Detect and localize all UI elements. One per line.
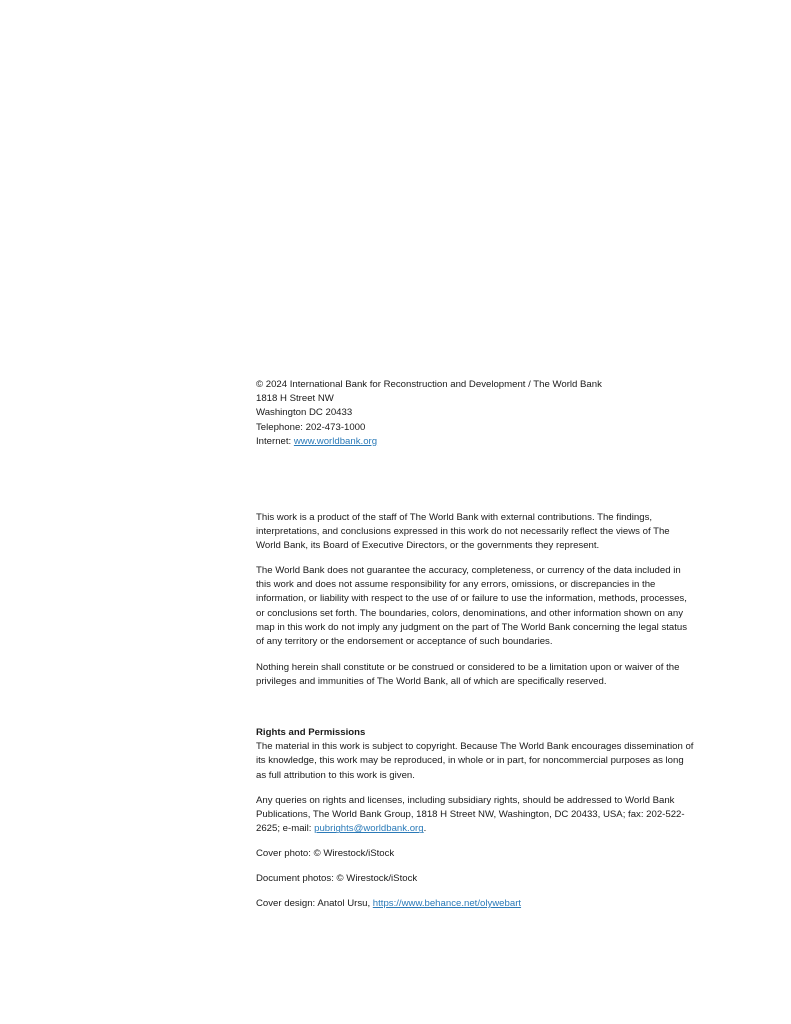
copyright-block	[256, 378, 694, 449]
cover-design-credit	[256, 897, 694, 911]
internet-line	[256, 435, 694, 449]
telephone-line: Telephone: 202-473-1000	[256, 421, 366, 433]
rights-queries-paragraph	[256, 794, 694, 837]
cover-photo-block	[256, 847, 694, 861]
rights-queries-end: .	[423, 823, 427, 835]
cover-photo-credit: Cover photo: © Wirestock/iStock	[256, 848, 395, 859]
worldbank-website-link[interactable]: www.worldbank.org	[293, 435, 378, 447]
internet-label: Internet:	[256, 435, 294, 447]
rights-queries-block	[256, 794, 694, 837]
cover-design-block	[256, 897, 694, 911]
rights-queries-text: Any queries on rights and licenses, including subsidiary rights, should be addressed to World Bank Publications, The World Bank Group, 1818 H Street NW, Washington, DC 20433, USA; fax: 202-522-2625; e-mail:	[256, 795, 685, 835]
address-city: Washington DC 20433	[256, 407, 353, 419]
disclaimer-para-1-block	[256, 511, 694, 554]
disclaimer-paragraph: The World Bank does not guarantee the accuracy, completeness, or currency of the data included in this work and does not assume responsibility for any errors, omissions, or discrepancies in the information, or liability with respect to the use of or failure to use the information, methods, processes, or conclusions set forth. The boundaries, colors, denominations, and other information shown on any map in this work do not imply any judgment on the part of The World Bank concerning the legal status of any territory or the endorsement or acceptance of such boundaries.	[256, 565, 688, 648]
rights-paragraph: The material in this work is subject to copyright. Because The World Bank encourages dissemination of its knowledge, this work may be reproduced, in whole or in part, for noncommercial purposes as long as full attribution to this work is given.	[256, 741, 694, 781]
disclaimer-paragraph: Nothing herein shall constitute or be construed or considered to be a limitation upon or waiver of the privileges and immunities of The World Bank, all of which are specifically reserved.	[256, 662, 680, 688]
rights-heading-block	[256, 726, 694, 783]
copyright-line: © 2024 International Bank for Reconstruction and Development / The World Bank	[256, 379, 602, 390]
document-photos-credit: Document photos: © Wirestock/iStock	[256, 873, 418, 884]
disclaimer-para-3-block	[256, 661, 694, 689]
address-street: 1818 H Street NW	[256, 393, 334, 405]
cover-design-label: Cover design: Anatol Ursu,	[256, 898, 373, 909]
behance-link[interactable]: https://www.behance.net/olywebart	[372, 898, 522, 909]
disclaimer-paragraph: This work is a product of the staff of The World Bank with external contributions. The findings, interpretations, and conclusions expressed in this work do not necessarily reflect the views of The World Bank, its Board of Executive Directors, or the governments they represent.	[256, 512, 670, 552]
pubrights-email-link[interactable]: pubrights@worldbank.org	[314, 823, 424, 835]
rights-heading: Rights and Permissions	[256, 727, 366, 738]
disclaimer-para-2-block	[256, 564, 694, 649]
document-photos-block	[256, 872, 694, 886]
